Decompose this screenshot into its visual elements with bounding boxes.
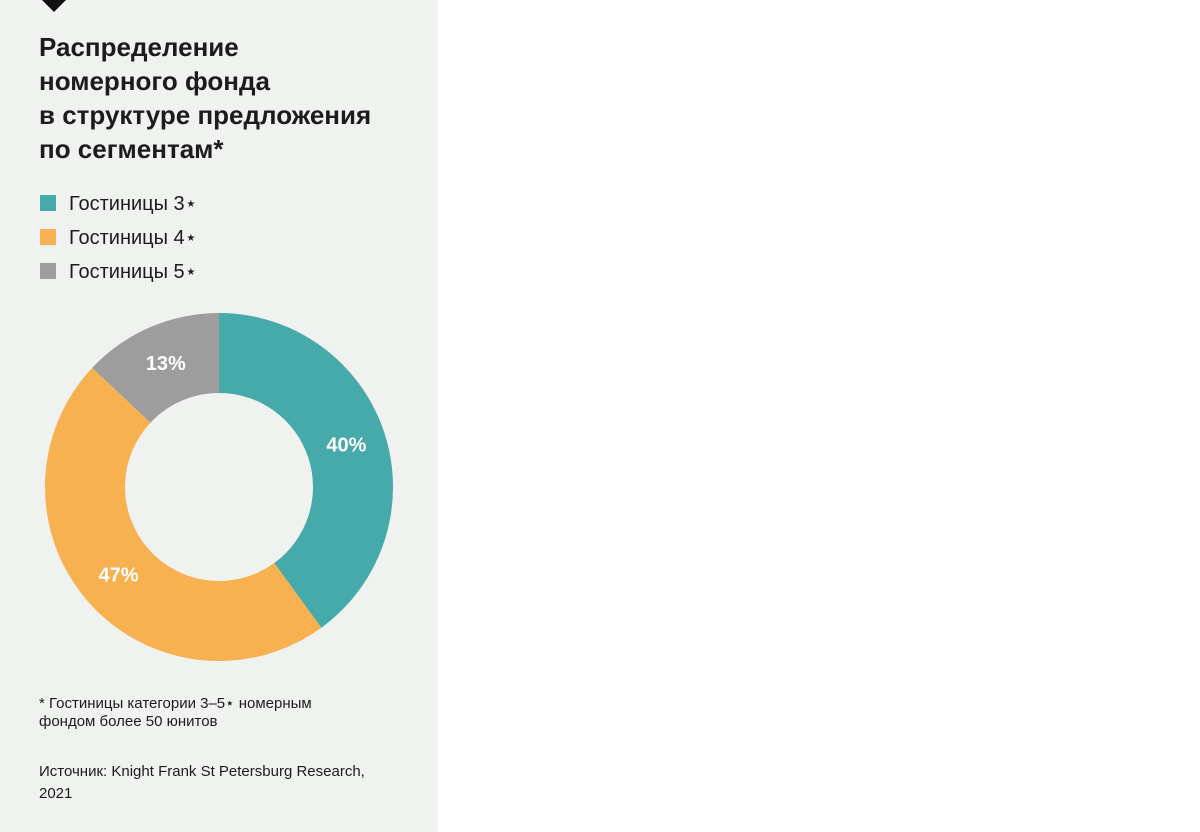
legend-swatch <box>40 229 56 245</box>
chart-title-line: Распределение <box>39 32 239 62</box>
legend-label: Гостиницы 4⋆ <box>69 226 198 249</box>
donut-slice-label-3: 13% <box>145 353 186 376</box>
chart-title <box>39 30 419 166</box>
footnote <box>39 695 399 731</box>
chart-title-line: по сегментам* <box>39 134 224 164</box>
legend-item-4-star <box>40 220 197 254</box>
chart-title-line: в структуре предложения <box>39 100 372 130</box>
legend-label: Гостиницы 3⋆ <box>69 192 198 215</box>
footnote-line: * Гостиницы категории 3–5⋆ номерным <box>39 695 312 712</box>
legend-label: Гостиницы 5⋆ <box>69 260 198 283</box>
footnote-line: фондом более 50 юнитов <box>39 713 218 730</box>
legend-item-3-star <box>40 186 197 220</box>
legend-item-5-star <box>40 254 197 288</box>
source-note <box>39 761 419 805</box>
legend-swatch <box>40 195 56 211</box>
chart-title-line: номерного фонда <box>39 66 270 96</box>
chart-panel <box>0 0 438 832</box>
legend-swatch <box>40 263 56 279</box>
source-line: Источник: Knight Frank St Petersburg Research, <box>39 763 365 780</box>
chart-legend <box>40 186 197 288</box>
diamond-marker-icon <box>39 0 69 12</box>
donut-slice-label-2: 47% <box>98 564 139 587</box>
donut-slice-label-1: 40% <box>326 434 367 457</box>
source-line: 2021 <box>39 785 73 802</box>
donut-chart <box>0 290 438 680</box>
